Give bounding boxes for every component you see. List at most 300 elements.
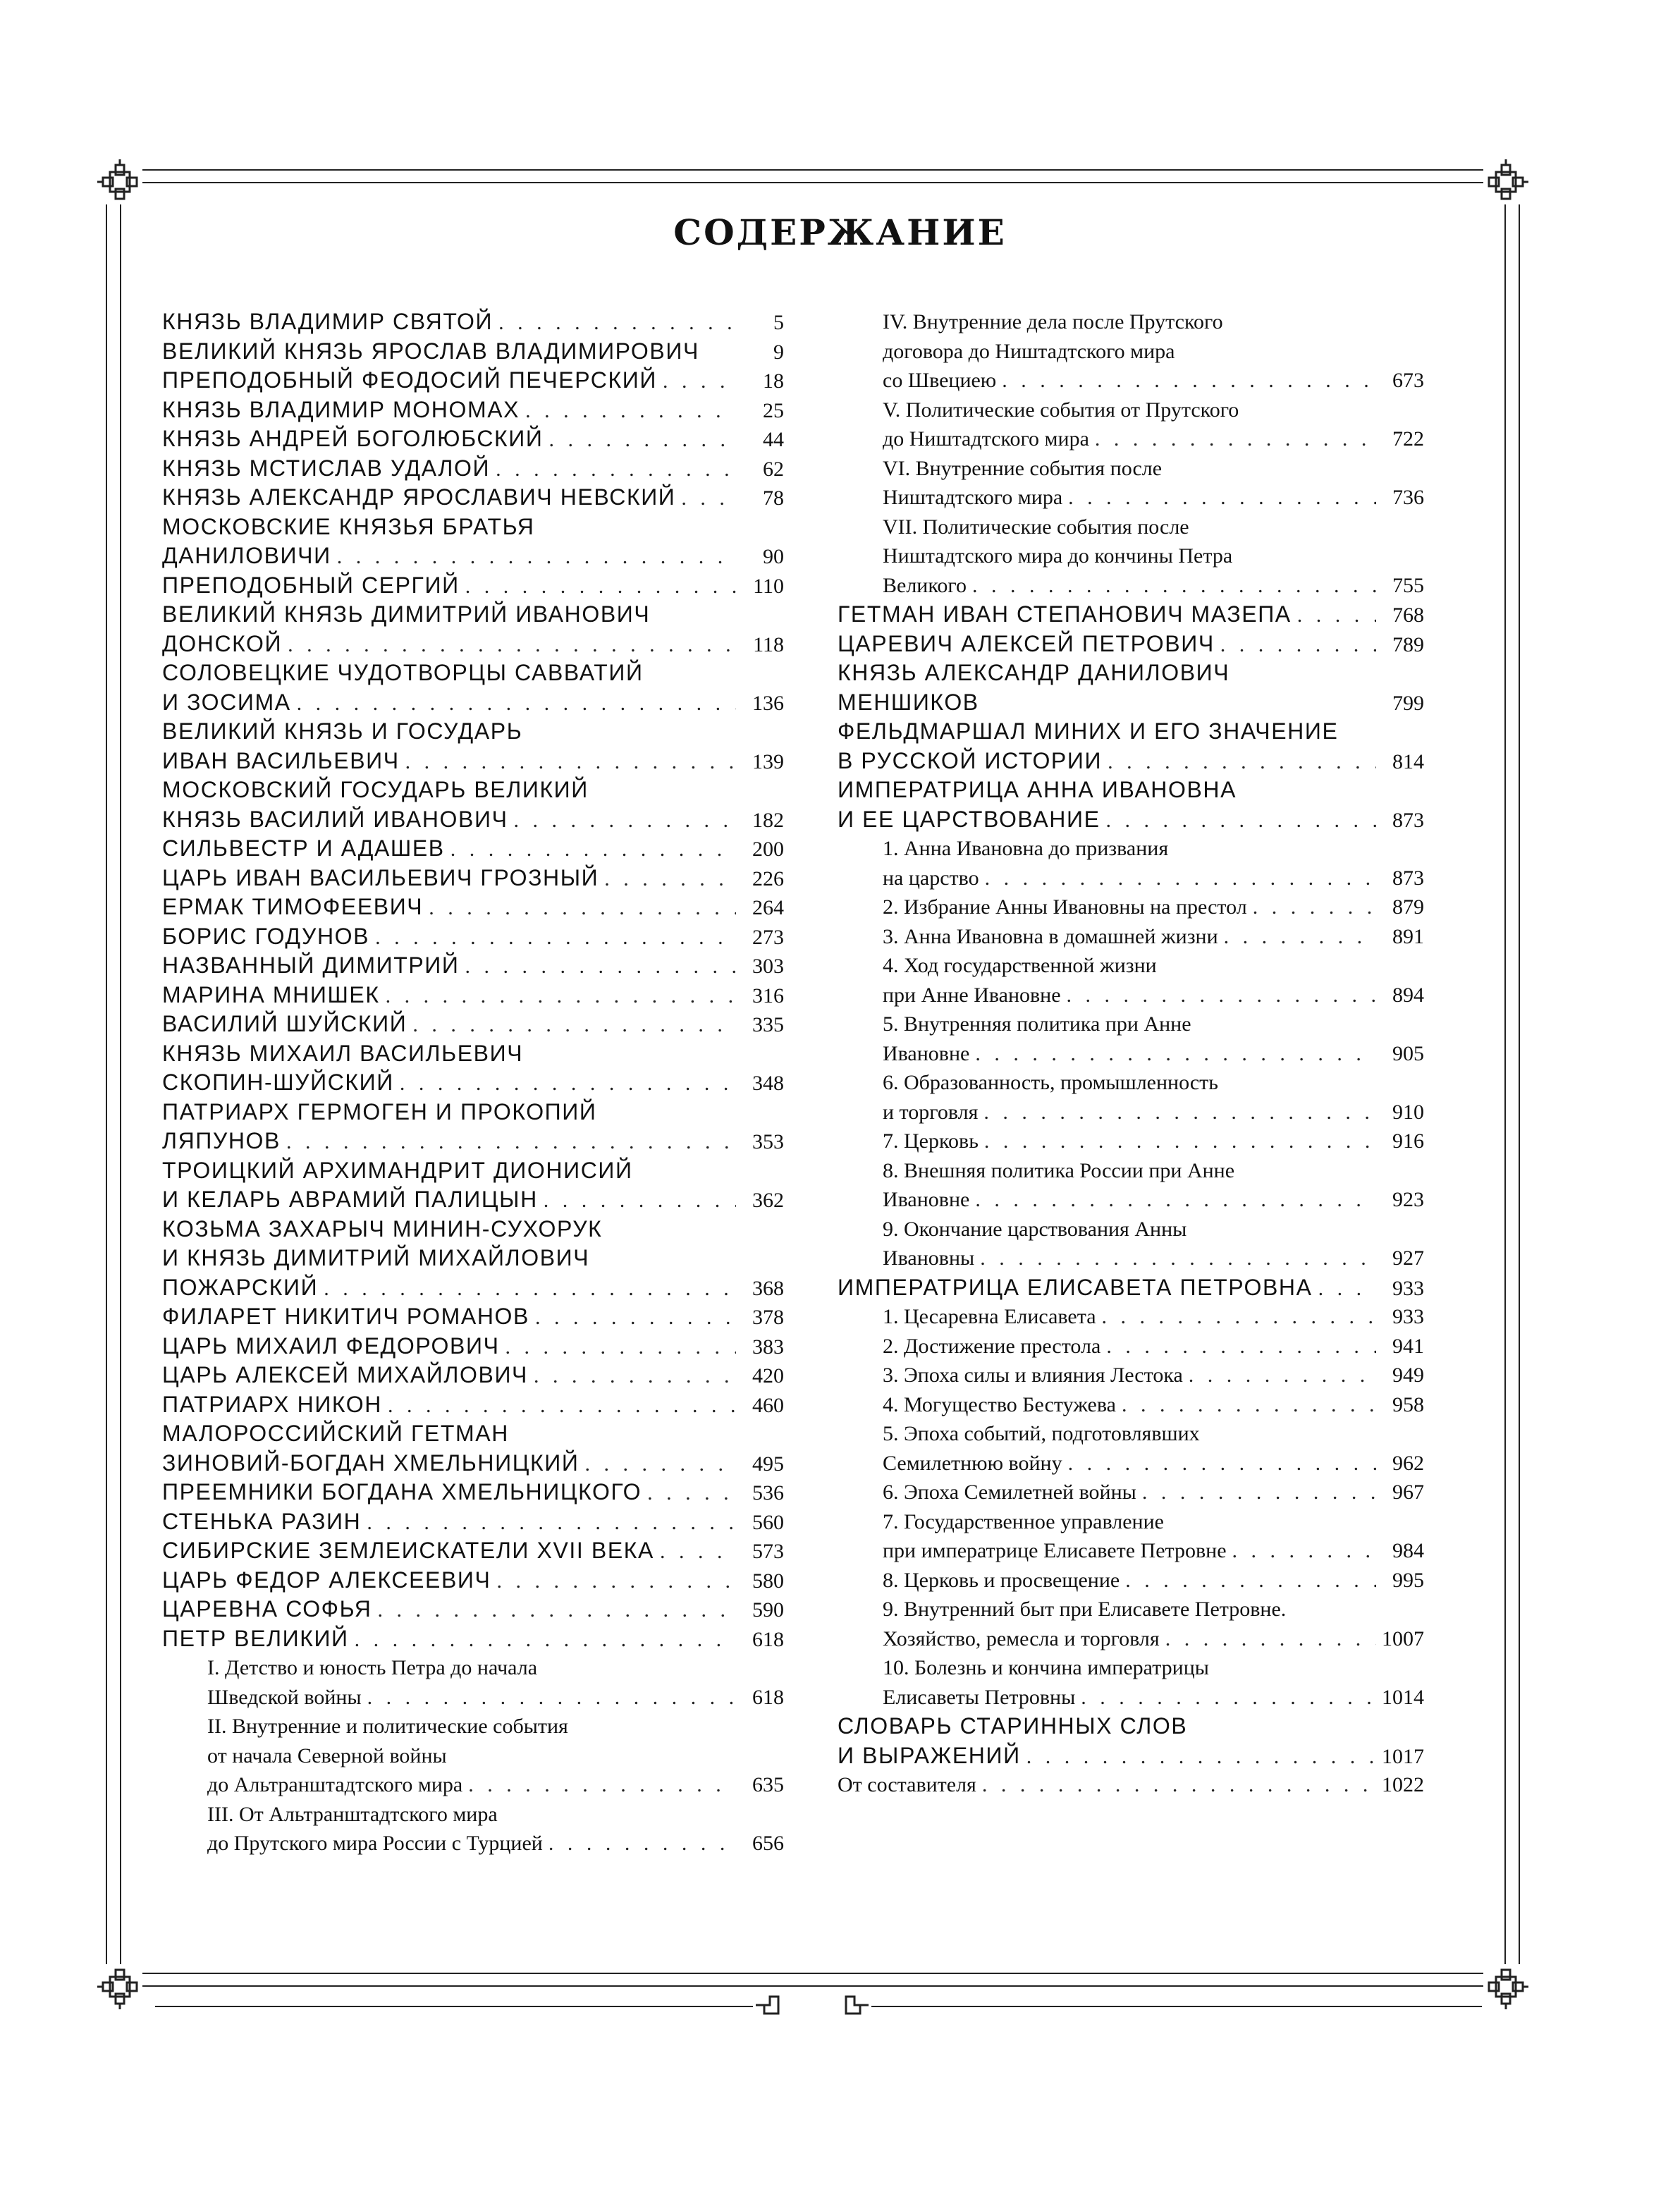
toc-entry-text: ЦАРЬ АЛЕКСЕЙ МИХАЙЛОВИЧ	[162, 1362, 528, 1387]
toc-page-number: 927	[1392, 1246, 1424, 1270]
toc-entry-text: ЗИНОВИЙ-БОГДАН ХМЕЛЬНИЦКИЙ	[162, 1450, 580, 1476]
toc-entry[interactable]	[162, 513, 784, 571]
toc-entry-text: КНЯЗЬ ВАСИЛИЙ ИВАНОВИЧ	[162, 806, 508, 832]
dot-leader	[337, 542, 736, 572]
toc-entry-text: КНЯЗЬ АНДРЕЙ БОГОЛЮБСКИЙ	[162, 426, 544, 451]
toc-entry-text: МОСКОВСКИЙ ГОСУДАРЬ ВЕЛИКИЙ	[162, 777, 589, 802]
toc-entry-text: ЛЯПУНОВ	[162, 1128, 281, 1153]
toc-subentry[interactable]	[838, 307, 1424, 396]
dot-leader	[405, 747, 736, 777]
toc-entry-line	[162, 513, 784, 542]
toc-entry-line	[162, 396, 784, 425]
toc-entry-line	[162, 1449, 784, 1478]
toc-entry-text: В РУССКОЙ ИСТОРИИ	[838, 747, 1103, 773]
toc-entry-line	[883, 483, 1424, 513]
toc-entry-text: КНЯЗЬ АЛЕКСАНДР ДАНИЛОВИЧ	[838, 660, 1230, 685]
toc-entry[interactable]	[162, 307, 784, 337]
toc-entry-line	[162, 454, 784, 484]
toc-entry-line	[883, 1185, 1424, 1215]
toc-entry[interactable]	[162, 834, 784, 864]
toc-entry-line	[162, 424, 784, 454]
toc-entry-text: 1. Анна Ивановна до призвания	[883, 837, 1169, 860]
toc-entry-text: Шведской войны	[207, 1685, 362, 1709]
toc-entry-line	[162, 1244, 784, 1273]
toc-entry-text: 6. Образованность, промышленность	[883, 1071, 1218, 1094]
toc-page-number: 348	[752, 1072, 784, 1095]
knot-ornament-icon	[1483, 159, 1528, 204]
toc-entry-line	[838, 805, 1424, 835]
toc-entry-text: МАЛОРОССИЙСКИЙ ГЕТМАН	[162, 1421, 509, 1446]
toc-entry-text: 2. Достижение престола	[883, 1334, 1101, 1358]
toc-entry[interactable]	[162, 1332, 784, 1361]
toc-entry-text: СЛОВАРЬ СТАРИННЫХ СЛОВ	[838, 1713, 1188, 1739]
toc-entry-text: КНЯЗЬ АЛЕКСАНДР ЯРОСЛАВИЧ НЕВСКИЙ	[162, 484, 676, 510]
toc-entry[interactable]	[162, 658, 784, 717]
toc-page-number: 814	[1392, 749, 1424, 773]
toc-subentry[interactable]	[838, 1302, 1424, 1332]
toc-subentry[interactable]	[838, 1595, 1424, 1653]
toc-entry-text: 1. Цесаревна Елисавета	[883, 1305, 1096, 1328]
toc-entry-text: МОСКОВСКИЕ КНЯЗЬЯ БРАТЬЯ	[162, 513, 535, 539]
dot-leader	[388, 1391, 736, 1421]
toc-entry-text: ФИЛАРЕТ НИКИТИЧ РОМАНОВ	[162, 1304, 529, 1329]
toc-entry[interactable]	[162, 1624, 784, 1654]
toc-page-number: 118	[753, 632, 784, 656]
dot-leader	[375, 923, 736, 952]
toc-page-number: 1022	[1382, 1773, 1424, 1796]
toc-entry-text: КОЗЬМА ЗАХАРЫЧ МИНИН-СУХОРУК	[162, 1215, 603, 1242]
toc-entry[interactable]	[162, 1536, 784, 1566]
toc-entry-line	[162, 366, 784, 396]
dot-leader	[1081, 1683, 1376, 1712]
toc-entry-text: ДОНСКОЙ	[162, 630, 283, 656]
toc-entry-line	[162, 1536, 784, 1566]
toc-entry[interactable]	[162, 1390, 784, 1420]
toc-subentry[interactable]	[838, 1419, 1424, 1478]
toc-subentry[interactable]	[838, 1156, 1424, 1215]
toc-subentry[interactable]	[838, 1127, 1424, 1156]
toc-entry-text: ИВАН ВАСИЛЬЕВИЧ	[162, 747, 400, 773]
dot-leader	[663, 367, 736, 396]
toc-entry[interactable]	[162, 424, 784, 454]
toc-entry-text: И КНЯЗЬ ДИМИТРИЙ МИХАЙЛОВИЧ	[162, 1245, 590, 1270]
dot-leader	[412, 1010, 736, 1040]
toc-entry[interactable]	[162, 454, 784, 484]
toc-entry[interactable]	[162, 922, 784, 952]
dot-leader	[534, 1361, 736, 1391]
toc-entry-text: 2. Избрание Анны Ивановны на престол	[883, 895, 1247, 919]
dot-leader	[535, 1303, 736, 1332]
toc-subentry[interactable]	[838, 1390, 1424, 1420]
dot-leader	[1068, 1449, 1376, 1478]
toc-page-number: 383	[752, 1335, 784, 1359]
toc-subentry[interactable]	[838, 1068, 1424, 1127]
toc-entry[interactable]	[162, 1098, 784, 1156]
dot-leader	[1253, 893, 1376, 922]
toc-entry-line	[838, 1741, 1424, 1771]
toc-entry-text: ЦАРЕВНА СОФЬЯ	[162, 1596, 372, 1622]
toc-entry-line	[883, 1010, 1424, 1039]
dot-leader	[584, 1450, 736, 1479]
toc-page-number: 110	[753, 574, 784, 598]
toc-page-number: 1017	[1382, 1744, 1424, 1768]
toc-entry-line	[162, 747, 784, 776]
dot-leader	[985, 864, 1376, 893]
toc-entry-line	[883, 1595, 1424, 1624]
toc-entry-line	[162, 1273, 784, 1303]
toc-page-number: 273	[752, 925, 784, 949]
toc-entry[interactable]	[838, 1273, 1424, 1303]
toc-column-right	[838, 307, 1424, 1800]
dot-leader	[496, 455, 736, 484]
toc-entry-line	[883, 1127, 1424, 1156]
toc-entry[interactable]	[162, 1595, 784, 1624]
toc-entry-line	[162, 1478, 784, 1507]
toc-entry[interactable]	[162, 571, 784, 601]
toc-entry-text: Ништадтского мира	[883, 486, 1063, 509]
toc-entry-line	[838, 688, 1424, 718]
dot-leader	[297, 689, 736, 718]
dot-leader	[450, 835, 736, 864]
toc-entry[interactable]	[162, 951, 784, 981]
toc-page-number: 590	[752, 1598, 784, 1622]
toc-entry-line	[883, 1449, 1424, 1478]
toc-entry-line	[162, 541, 784, 571]
toc-entry[interactable]	[162, 1010, 784, 1039]
toc-entry-line	[883, 893, 1424, 922]
dot-leader	[468, 1770, 736, 1800]
toc-subentry[interactable]	[838, 1566, 1424, 1595]
toc-entry-line	[162, 307, 784, 337]
toc-page-number: 25	[763, 398, 784, 422]
toc-entry-text: ПРЕПОДОБНЫЙ СЕРГИЙ	[162, 572, 460, 598]
toc-page-number: 1007	[1382, 1626, 1424, 1650]
toc-entry-line	[207, 1800, 784, 1830]
toc-subentry[interactable]	[838, 893, 1424, 922]
toc-entry-line	[883, 571, 1424, 601]
toc-entry[interactable]	[162, 1156, 784, 1215]
toc-entry-line	[162, 1127, 784, 1156]
toc-entry-text: ИМПЕРАТРИЦА АННА ИВАНОВНА	[838, 777, 1237, 802]
toc-entry[interactable]	[162, 483, 784, 513]
toc-subentry[interactable]	[838, 1332, 1424, 1361]
toc-entry-line	[838, 717, 1424, 747]
toc-entry-text: Хозяйство, ремесла и торговля	[883, 1626, 1160, 1650]
toc-subentry[interactable]	[162, 1800, 784, 1858]
toc-entry[interactable]	[162, 776, 784, 834]
toc-subentry[interactable]	[838, 1361, 1424, 1390]
toc-page-number: 873	[1392, 866, 1424, 890]
dot-leader	[355, 1625, 736, 1655]
toc-entry-line	[162, 1215, 784, 1244]
toc-entry-text: КНЯЗЬ ВЛАДИМИР МОНОМАХ	[162, 396, 520, 422]
toc-entry-line	[162, 1361, 784, 1390]
toc-entry-text: ПАТРИАРХ ГЕРМОГЕН И ПРОКОПИЙ	[162, 1098, 597, 1125]
toc-entry[interactable]	[162, 864, 784, 893]
toc-entry[interactable]	[838, 658, 1424, 717]
toc-entry-line	[162, 1624, 784, 1654]
toc-entry-line	[883, 1332, 1424, 1361]
toc-page-number: 136	[752, 691, 784, 715]
toc-entry-line	[162, 1156, 784, 1186]
toc-subentry[interactable]	[162, 1712, 784, 1800]
toc-entry-text: до Ништадтского мира	[883, 427, 1089, 451]
toc-page-number: 962	[1392, 1451, 1424, 1475]
toc-entry-line	[883, 1419, 1424, 1449]
toc-page-number: 335	[752, 1013, 784, 1036]
toc-entry-line	[162, 1566, 784, 1595]
toc-entry-line	[162, 1010, 784, 1039]
toc-entry[interactable]	[162, 600, 784, 658]
toc-entry-line	[162, 864, 784, 893]
knot-ornament-icon	[97, 159, 142, 204]
toc-entry-text: И ЕЕ ЦАРСТВОВАНИЕ	[838, 806, 1100, 832]
toc-entry-line	[162, 571, 784, 601]
toc-page-number: 200	[752, 838, 784, 861]
toc-page-number: 9	[773, 340, 784, 364]
toc-page-number: 941	[1392, 1334, 1424, 1358]
toc-entry-text: Елисаветы Петровны	[883, 1685, 1076, 1709]
toc-entry[interactable]	[162, 1215, 784, 1303]
toc-entry-line	[162, 834, 784, 864]
toc-entry-line	[838, 776, 1424, 805]
dot-leader	[984, 1127, 1376, 1156]
toc-entry-text: VII. Политические события после	[883, 515, 1189, 539]
toc-entry-line	[838, 630, 1424, 659]
toc-entry[interactable]	[162, 1507, 784, 1537]
toc-page-number: 722	[1392, 427, 1424, 451]
toc-entry-line	[162, 337, 784, 367]
toc-entry-text: 4. Могущество Бестужева	[883, 1392, 1116, 1416]
toc-entry-text: ПАТРИАРХ НИКОН	[162, 1391, 383, 1417]
toc-entry-line	[883, 1566, 1424, 1595]
dot-leader	[1002, 366, 1376, 396]
toc-entry-text: ЦАРЬ ИВАН ВАСИЛЬЕВИЧ ГРОЗНЫЙ	[162, 864, 599, 890]
toc-entry-line	[883, 1068, 1424, 1098]
toc-entry[interactable]	[162, 1478, 784, 1507]
toc-subentry[interactable]	[838, 951, 1424, 1010]
toc-column-left	[162, 307, 784, 1858]
toc-entry-text: II. Внутренние и политические события	[207, 1715, 568, 1738]
toc-entry-text: 7. Церковь	[883, 1129, 979, 1153]
toc-entry-line	[883, 1507, 1424, 1537]
dot-leader	[514, 806, 737, 835]
scroll-ornament-icon	[753, 1991, 784, 2019]
toc-entry-line	[838, 658, 1424, 688]
toc-subentry[interactable]	[838, 1215, 1424, 1273]
toc-entry-line	[162, 717, 784, 747]
toc-entry[interactable]	[162, 1302, 784, 1332]
toc-entry-line	[162, 1068, 784, 1098]
toc-entry-text: ФЕЛЬДМАРШАЛ МИНИХ И ЕГО ЗНАЧЕНИЕ	[838, 718, 1339, 744]
toc-entry-text: VI. Внутренние события после	[883, 456, 1163, 480]
toc-subentry[interactable]	[838, 1010, 1424, 1068]
toc-entry[interactable]	[162, 1039, 784, 1098]
dot-leader	[498, 308, 736, 338]
dot-leader	[1095, 424, 1376, 454]
toc-entry-line	[162, 951, 784, 981]
toc-entry-text: 5. Внутренняя политика при Анне	[883, 1012, 1191, 1036]
toc-entry[interactable]	[162, 981, 784, 1010]
toc-entry-line	[883, 366, 1424, 396]
toc-entry-text: Великого	[883, 573, 967, 597]
dot-leader	[549, 425, 737, 455]
toc-entry-line	[883, 951, 1424, 981]
toc-page-number: 580	[752, 1569, 784, 1593]
toc-entry-text: до Альтранштадтского мира	[207, 1773, 463, 1796]
toc-entry-text: СОЛОВЕЦКИЕ ЧУДОТВОРЦЫ САВВАТИЙ	[162, 660, 644, 685]
toc-subentry[interactable]	[162, 1653, 784, 1712]
toc-page-number: 958	[1392, 1392, 1424, 1416]
toc-entry-text: 9. Окончание царствования Анны	[883, 1217, 1187, 1241]
toc-page-number: 768	[1392, 603, 1424, 627]
toc-entry-text: 3. Анна Ивановна в домашней жизни	[883, 924, 1218, 948]
toc-entry-line	[883, 1624, 1424, 1654]
bottom-rule-right	[869, 2006, 1482, 2007]
toc-entry-line	[162, 1039, 784, 1069]
toc-page-number: 536	[752, 1481, 784, 1505]
toc-page-number: 78	[763, 486, 784, 510]
toc-entry[interactable]	[162, 1566, 784, 1595]
toc-entry-text: ГЕТМАН ИВАН СТЕПАНОВИЧ МАЗЕПА	[838, 601, 1292, 627]
dot-leader	[367, 1508, 736, 1538]
toc-page-number: 264	[752, 896, 784, 919]
toc-entry-text: МАРИНА МНИШЕК	[162, 981, 380, 1007]
dot-leader	[1108, 747, 1376, 777]
toc-entry[interactable]	[162, 337, 784, 367]
toc-entry-text: ЦАРЕВИЧ АЛЕКСЕЙ ПЕТРОВИЧ	[838, 630, 1215, 656]
toc-entry[interactable]	[838, 630, 1424, 659]
toc-subentry[interactable]	[838, 1770, 1424, 1800]
toc-page-number: 879	[1392, 895, 1424, 919]
toc-page-number: 799	[1392, 691, 1424, 715]
toc-entry-line	[162, 1098, 784, 1127]
dot-leader	[604, 864, 736, 894]
toc-entry-line	[207, 1653, 784, 1683]
dot-leader	[1220, 630, 1376, 660]
toc-subentry[interactable]	[838, 454, 1424, 513]
toc-page-number: 910	[1392, 1100, 1424, 1124]
toc-entry-text: со Швециею	[883, 369, 997, 392]
dot-leader	[544, 1186, 736, 1215]
toc-entry-text: КНЯЗЬ МСТИСЛАВ УДАЛОЙ	[162, 455, 491, 481]
toc-entry-line	[883, 1244, 1424, 1273]
toc-entry-text: при Анне Ивановне	[883, 983, 1061, 1007]
toc-entry-text: 4. Ход государственной жизни	[883, 954, 1157, 977]
toc-entry-text: Ништадтского мира до кончины Петра	[883, 544, 1233, 568]
toc-entry-text: и торговля	[883, 1100, 979, 1124]
knot-ornament-icon	[97, 1964, 142, 2009]
toc-entry-text: ПЕТР ВЕЛИКИЙ	[162, 1625, 349, 1651]
toc-page-number: 618	[752, 1627, 784, 1651]
toc-subentry[interactable]	[838, 834, 1424, 893]
dot-leader	[400, 1069, 736, 1098]
toc-entry[interactable]	[162, 717, 784, 776]
toc-page-number: 44	[763, 428, 784, 451]
toc-subentry[interactable]	[838, 1507, 1424, 1566]
dot-leader	[386, 981, 736, 1011]
toc-entry[interactable]	[162, 366, 784, 396]
toc-entry-text: ЦАРЬ МИХАИЛ ФЕДОРОВИЧ	[162, 1332, 500, 1359]
toc-entry-line	[162, 922, 784, 952]
toc-entry-line	[883, 1302, 1424, 1332]
toc-subentry[interactable]	[838, 513, 1424, 601]
toc-entry-text: 6. Эпоха Семилетней войны	[883, 1481, 1136, 1504]
toc-entry-line	[838, 1770, 1424, 1800]
toc-page-number: 933	[1392, 1305, 1424, 1328]
toc-page-number: 18	[763, 369, 784, 393]
scroll-ornament-icon	[840, 1991, 871, 2019]
toc-entry[interactable]	[162, 396, 784, 425]
toc-page-number: 573	[752, 1540, 784, 1563]
toc-entry[interactable]	[838, 717, 1424, 776]
dot-leader	[548, 1829, 736, 1858]
toc-entry-line	[162, 1595, 784, 1624]
dot-leader	[505, 1332, 736, 1362]
toc-entry-text: от начала Северной войны	[207, 1744, 447, 1767]
toc-entry-text: И ВЫРАЖЕНИЙ	[838, 1742, 1021, 1768]
toc-entry-line	[883, 922, 1424, 952]
toc-page-number: 789	[1392, 632, 1424, 656]
toc-entry-text: ТРОИЦКИЙ АРХИМАНДРИТ ДИОНИСИЙ	[162, 1157, 633, 1183]
toc-entry-line	[162, 1507, 784, 1537]
toc-entry-line	[162, 1390, 784, 1420]
dot-leader	[1125, 1566, 1376, 1595]
toc-entry-text: до Прутского мира России с Турцией	[207, 1832, 543, 1855]
toc-entry-line	[207, 1741, 784, 1771]
toc-page-number: 967	[1392, 1481, 1424, 1504]
toc-entry-text: 9. Внутренний быт при Елисавете Петровне.	[883, 1598, 1287, 1621]
dot-leader	[288, 630, 736, 660]
dot-leader	[1189, 1361, 1376, 1390]
toc-page-number: 894	[1392, 983, 1424, 1007]
toc-entry-line	[883, 424, 1424, 454]
toc-page-number: 618	[752, 1685, 784, 1709]
toc-subentry[interactable]	[838, 1478, 1424, 1507]
toc-entry[interactable]	[838, 776, 1424, 834]
toc-entry-text: БОРИС ГОДУНОВ	[162, 923, 370, 949]
toc-entry-line	[162, 630, 784, 659]
toc-entry-text: ВЕЛИКИЙ КНЯЗЬ ЯРОСЛАВ ВЛАДИМИРОВИЧ	[162, 338, 699, 364]
toc-entry[interactable]	[162, 893, 784, 922]
toc-entry-text: 10. Болезнь и кончина императрицы	[883, 1656, 1209, 1679]
toc-subentry[interactable]	[838, 396, 1424, 454]
dot-leader	[1142, 1478, 1376, 1507]
toc-entry[interactable]	[838, 600, 1424, 630]
toc-subentry[interactable]	[838, 1653, 1424, 1712]
dot-leader	[429, 893, 736, 923]
toc-page-number: 353	[752, 1130, 784, 1153]
toc-subentry[interactable]	[838, 922, 1424, 952]
toc-entry-line	[883, 981, 1424, 1010]
toc-entry-text: ПРЕЕМНИКИ БОГДАНА ХМЕЛЬНИЦКОГО	[162, 1479, 642, 1505]
toc-entry-text: Ивановне	[883, 1041, 970, 1065]
toc-entry[interactable]	[162, 1361, 784, 1390]
toc-entry[interactable]	[162, 1419, 784, 1478]
toc-entry-text: ИМПЕРАТРИЦА ЕЛИСАВЕТА ПЕТРОВНА	[838, 1274, 1313, 1300]
dot-leader	[975, 1039, 1376, 1069]
dot-leader	[983, 1098, 1376, 1127]
toc-entry[interactable]	[838, 1712, 1424, 1770]
toc-entry-line	[838, 1712, 1424, 1741]
dot-leader	[980, 1244, 1376, 1273]
toc-entry-line	[883, 454, 1424, 484]
toc-page-number: 5	[773, 311, 784, 334]
toc-entry-line	[883, 1156, 1424, 1186]
toc-entry-line	[162, 1332, 784, 1361]
toc-page-number: 362	[752, 1189, 784, 1212]
toc-entry-line	[883, 541, 1424, 571]
